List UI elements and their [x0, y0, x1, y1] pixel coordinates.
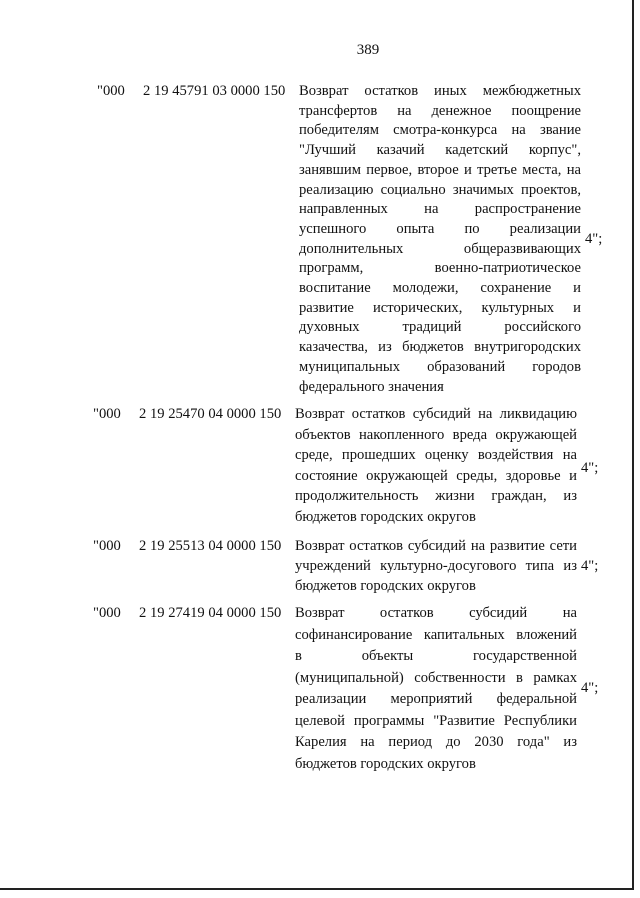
page-number: 389 [356, 42, 380, 58]
budget-classification-code: 2 19 25513 04 0000 150 [139, 538, 282, 554]
row-prefix: "000 [97, 83, 125, 99]
description-line: состояние окружающей среды, здоровье и [295, 467, 577, 484]
table-row [93, 404, 598, 528]
description-line: муниципальных образований городов [299, 358, 581, 375]
description-line: духовных традиций российского [299, 319, 581, 336]
description-line: дополнительных общеразвивающих [299, 240, 581, 257]
row-suffix: 4"; [581, 460, 599, 477]
budget-classification-code: 2 19 45791 03 0000 150 [143, 83, 286, 99]
table-row [93, 603, 598, 775]
description-line: бюджетов городских округов [295, 508, 476, 525]
budget-classification-code: 2 19 27419 04 0000 150 [139, 605, 282, 621]
row-suffix: 4"; [585, 230, 603, 247]
description-line: целевой программы "Развитие Республики [295, 712, 577, 729]
description-line: софинансирование капитальных вложений [295, 626, 577, 643]
description-line: бюджетов городских округов [295, 755, 476, 772]
description-line: воспитание молодежи, сохранение и [299, 280, 581, 297]
description-line: Возврат остатков субсидий на развитие сети [295, 538, 577, 554]
row-prefix: "000 [93, 538, 121, 554]
description-line: федерального значения [299, 378, 444, 395]
description-line: в объекты государственной [295, 648, 577, 664]
row-description [295, 404, 577, 528]
row-description [295, 603, 577, 775]
description-line: программ, военно-патриотическое [299, 260, 581, 277]
description-line: (муниципальной) собственности в рамках [295, 669, 577, 686]
description-line: развитие исторических, культурных и [299, 299, 581, 316]
row-description [295, 536, 577, 596]
description-line: бюджетов городских округов [295, 578, 476, 594]
description-line: успешного опыта по реализации [299, 220, 581, 237]
description-line: реализацию социально значимых проектов, [299, 181, 581, 198]
scan-border-right [632, 0, 634, 890]
description-line: трансфертов на денежное поощрение [299, 102, 581, 119]
scan-border-bottom [0, 888, 634, 890]
description-line: продолжительность жизни граждан, из [295, 488, 577, 505]
table-row [93, 536, 598, 596]
row-prefix: "000 [93, 605, 121, 621]
row-prefix: "000 [93, 406, 121, 422]
budget-classification-code: 2 19 25470 04 0000 150 [139, 406, 282, 422]
description-line: Возврат остатков субсидий на [295, 605, 577, 621]
description-line: среде, прошедших оценку воздействия на [295, 447, 577, 464]
description-line: учреждений культурно-досугового типа из [295, 558, 577, 574]
description-line: Возврат остатков субсидий на ликвидацию [295, 406, 577, 422]
description-line: "Лучший казачий кадетский корпус", [299, 142, 581, 159]
row-description [299, 82, 581, 397]
table-row [97, 82, 602, 397]
description-line: объектов накопленного вреда окружающей [295, 426, 577, 443]
row-suffix: 4"; [581, 680, 599, 697]
description-line: Возврат остатков иных межбюджетных [299, 83, 581, 99]
description-line: занявшим первое, второе и третье места, на [299, 161, 581, 178]
description-line: Карелия на период до 2030 года" из [295, 734, 577, 750]
description-line: направленных на распространение [299, 201, 581, 218]
description-line: казачества, из бюджетов внутригородских [299, 339, 581, 356]
description-line: победителям смотра-конкурса на звание [299, 122, 581, 139]
row-suffix: 4"; [581, 558, 599, 574]
description-line: реализации мероприятий федеральной [295, 691, 577, 707]
